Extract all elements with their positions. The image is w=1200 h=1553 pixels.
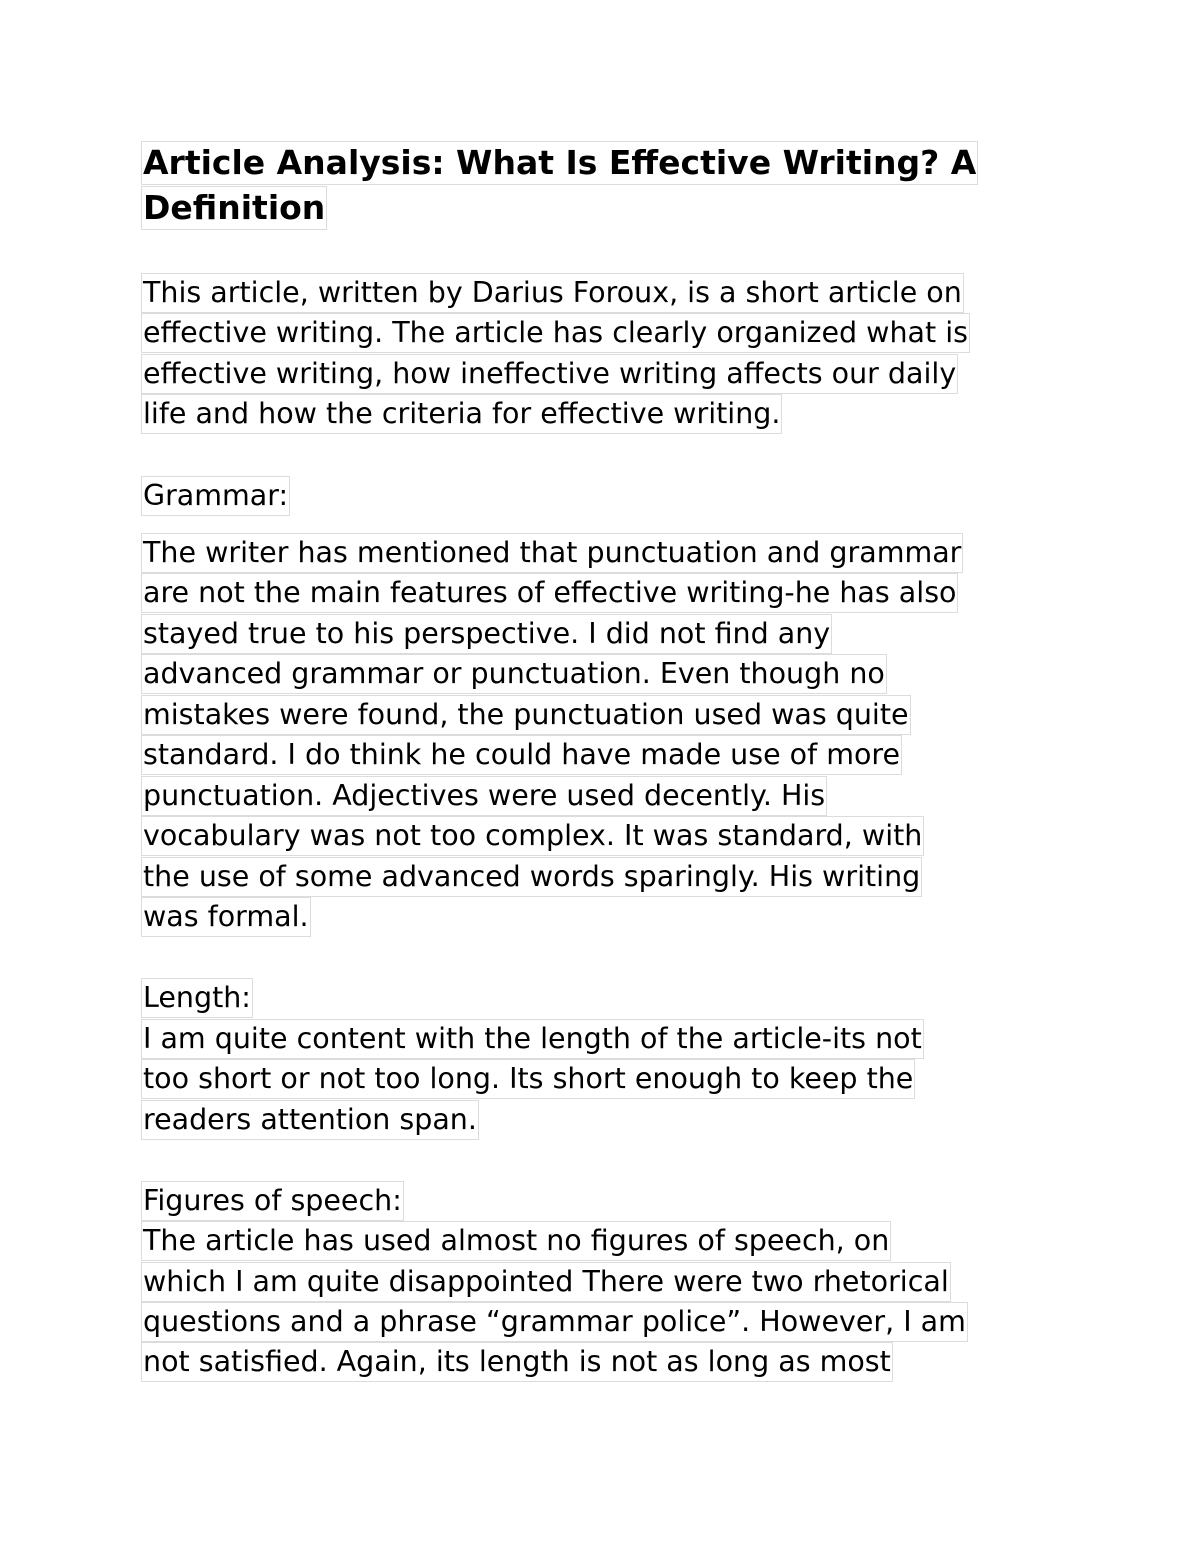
figures-line-4: not satisfied. Again, its length is not as long as most	[141, 1342, 893, 1382]
grammar-heading: Grammar:	[141, 476, 290, 516]
length-heading: Length:	[141, 978, 253, 1018]
title-line-2: Definition	[141, 186, 327, 230]
figures-line-2: which I am quite disappointed There were two rhetorical	[141, 1262, 951, 1302]
grammar-line-10: was formal.	[141, 897, 311, 937]
figures-line-3: questions and a phrase “grammar police”. However, I am	[141, 1302, 968, 1342]
intro-line-4: life and how the criteria for effective writing.	[141, 394, 782, 434]
intro-line-3: effective writing, how ineffective writing affects our daily	[141, 354, 958, 394]
grammar-line-7: punctuation. Adjectives were used decently. His	[141, 776, 827, 816]
intro-line-2: effective writing. The article has clearly organized what is	[141, 313, 970, 353]
grammar-line-1: The writer has mentioned that punctuation and grammar	[141, 533, 963, 573]
grammar-line-6: standard. I do think he could have made use of more	[141, 735, 902, 775]
grammar-line-5: mistakes were found, the punctuation used was quite	[141, 695, 911, 735]
length-line-2: too short or not too long. Its short enough to keep the	[141, 1059, 915, 1099]
grammar-line-4: advanced grammar or punctuation. Even though no	[141, 654, 887, 694]
length-line-3: readers attention span.	[141, 1100, 479, 1140]
length-line-1: I am quite content with the length of the article-its not	[141, 1019, 924, 1059]
grammar-line-8: vocabulary was not too complex. It was standard, with	[141, 816, 924, 856]
grammar-line-3: stayed true to his perspective. I did not find any	[141, 614, 832, 654]
figures-heading: Figures of speech:	[141, 1181, 404, 1221]
figures-line-1: The article has used almost no figures of speech, on	[141, 1221, 891, 1261]
grammar-line-9: the use of some advanced words sparingly. His writing	[141, 857, 922, 897]
intro-line-1: This article, written by Darius Foroux, is a short article on	[141, 273, 964, 313]
grammar-line-2: are not the main features of effective writing-he has also	[141, 573, 958, 613]
title-line-1: Article Analysis: What Is Effective Writing? A	[141, 141, 978, 185]
